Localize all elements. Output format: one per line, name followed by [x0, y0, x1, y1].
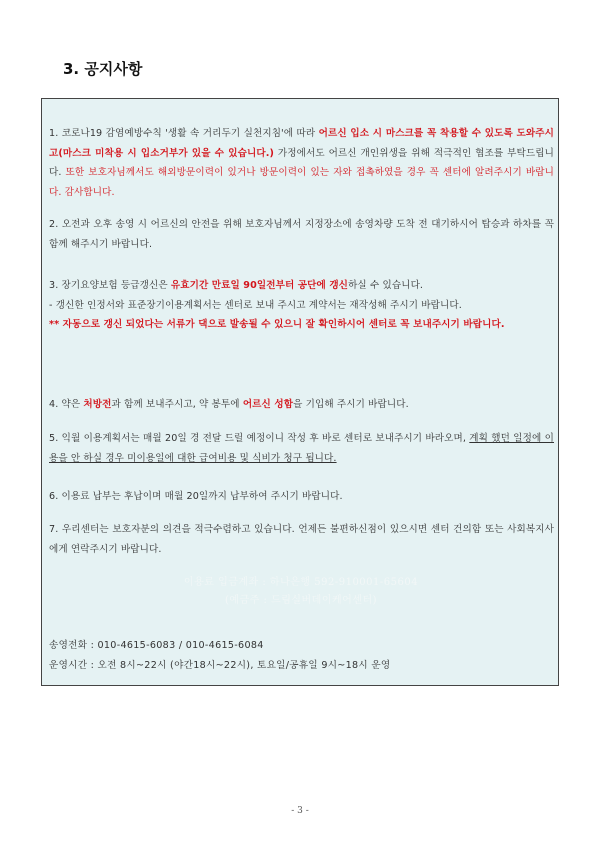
section-title: 3. 공지사항	[63, 60, 143, 78]
notice-item-6: 6. 이용료 납부는 후납이며 매월 20일까지 납부하여 주시기 바랍니다.	[49, 491, 343, 502]
contact-phone: 송영전화 : 010-4615-6083 / 010-4615-6084	[49, 640, 264, 651]
notice-item-7: 7. 우리센터는 보호자분의 의견을 적극수렴하고 있습니다. 언제든 불편하신점이 있으시면 센터 건의함 또는 사회복지사에게 연락주시기 바랍니다.	[49, 524, 554, 555]
notice-box	[41, 98, 559, 686]
watermark-account: 이용료 입금계좌 : 하나은행 592-910001-65604	[183, 577, 419, 588]
notice-4-name: 어르신 성함	[242, 399, 294, 410]
notice-item-4	[49, 395, 554, 415]
notice-1-travel-warning: 또한 보호자님께서도 해외방문이력이 있거나 방문이력이 있는 자와 접촉하였을 경우 꼭 센터에 알려주시기 바랍니다. 감사합니다.	[49, 167, 554, 198]
notice-5-billing: 계획 했던 일정에 이용을 안 하실 경우 미이용일에 대한 급여비용 및 식비가 청구 됩니다.	[49, 433, 554, 464]
notice-4-prescription: 처방전	[83, 399, 112, 410]
watermark-holder: (예금주 : 드림실버데이케어센터)	[224, 595, 378, 606]
notice-3-documents: - 갱신한 인정서와 표준장기이용계획서는 센터로 보내 주시고 계약서는 재작성해 주시기 바랍니다.	[49, 299, 462, 311]
notice-3-auto-renewal: ** 자동으로 갱신 되었다는 서류가 댁으로 발송될 수 있으니 잘 확인하시어 센터로 꼭 보내주시기 바랍니다.	[49, 319, 505, 330]
notice-4-middle: 과 함께 보내주시고, 약 봉투에	[111, 399, 243, 410]
notice-3-suffix: 하실 수 있습니다.	[348, 280, 424, 291]
notice-1-intro: 1. 코로나19 감염예방수칙 '생활 속 거리두기 실천지침'에 따라	[49, 128, 319, 139]
notice-4-suffix: 을 기입해 주시기 바랍니다.	[293, 399, 409, 410]
notice-item-3	[49, 276, 554, 335]
notice-4-intro: 4. 약은	[49, 399, 84, 410]
notice-item-5	[49, 429, 554, 468]
notice-1-hygiene: 가정에서도 어르신 개인위생을 위해 적극적인 협조를 부탁드립니다.	[49, 147, 554, 178]
notice-3-renewal-period: 유효기간 만료일 90일전부터 공단에 갱신	[170, 280, 349, 291]
notice-item-2: 2. 오전과 오후 송영 시 어르신의 안전을 위해 보호자님께서 지정장소에 송영차량 도착 전 대기하시어 탑승과 하차를 꼭 함께 해주시기 바랍니다.	[49, 219, 554, 250]
notice-1-mask-warning: 어르신 입소 시 마스크를 꼭 착용할 수 있도록 도와주시고(마스크 미착용 시 입소거부가 있을 수 있습니다.)	[49, 128, 554, 159]
contact-hours: 운영시간 : 오전 8시~22시 (야간18시~22시), 토요일/공휴일 9시~18시 운영	[49, 660, 391, 671]
page-number: - 3 -	[291, 806, 309, 816]
notice-5-intro: 5. 익월 이용계획서는 매월 20일 경 전달 드릴 예정이니 작성 후 바로 센터로 보내주시기 바라오며,	[49, 433, 470, 444]
notice-3-intro: 3. 장기요양보험 등급갱신은	[49, 280, 171, 291]
notice-item-1	[49, 124, 554, 202]
